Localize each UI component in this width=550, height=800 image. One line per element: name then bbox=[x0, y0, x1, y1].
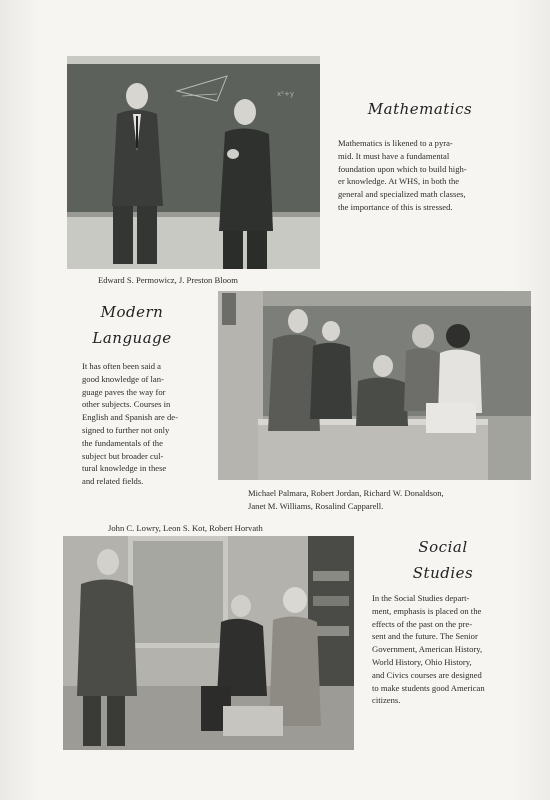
modern-language-heading-line2: Language bbox=[92, 329, 172, 347]
mathematics-heading: Mathematics bbox=[367, 100, 473, 118]
social-studies-caption: John C. Lowry, Leon S. Kot, Robert Horvath bbox=[108, 523, 263, 533]
social-studies-heading-line1: Social bbox=[418, 538, 468, 556]
social-studies-body: In the Social Studies depart- ment, emphasis is placed on the effects of the past on the pre- sent and the future. The Senior Government, American History, World History, Ohio History, and Civics courses are designed to make students good American citizens. bbox=[372, 593, 485, 706]
modern-language-body: It has often been said a good knowledge of lan- guage paves the way for other subjects. Courses in English and Spanish are de- signed to further not only the fundamentals of the subject but broader cul- tural knowledge in these and related fields. bbox=[82, 361, 178, 487]
modern-language-photo bbox=[218, 291, 531, 480]
mathematics-photo bbox=[67, 56, 320, 269]
modern-language-heading-line1: Modern bbox=[100, 303, 164, 321]
social-studies-photo bbox=[63, 536, 354, 750]
mathematics-caption: Edward S. Permowicz, J. Preston Bloom bbox=[98, 275, 238, 285]
svg-text:x²+y: x²+y bbox=[277, 90, 294, 98]
social-studies-heading-line2: Studies bbox=[412, 564, 474, 582]
modern-language-caption: Michael Palmara, Robert Jordan, Richard W. Donaldson, Janet M. Williams, Rosalind Capparell. bbox=[248, 488, 444, 511]
mathematics-body: Mathematics is likened to a pyra- mid. It must have a fundamental foundation upon which to build high- er knowledge. At WHS, in both the general and specialized math classes, the importance of this is stressed. bbox=[338, 138, 467, 212]
